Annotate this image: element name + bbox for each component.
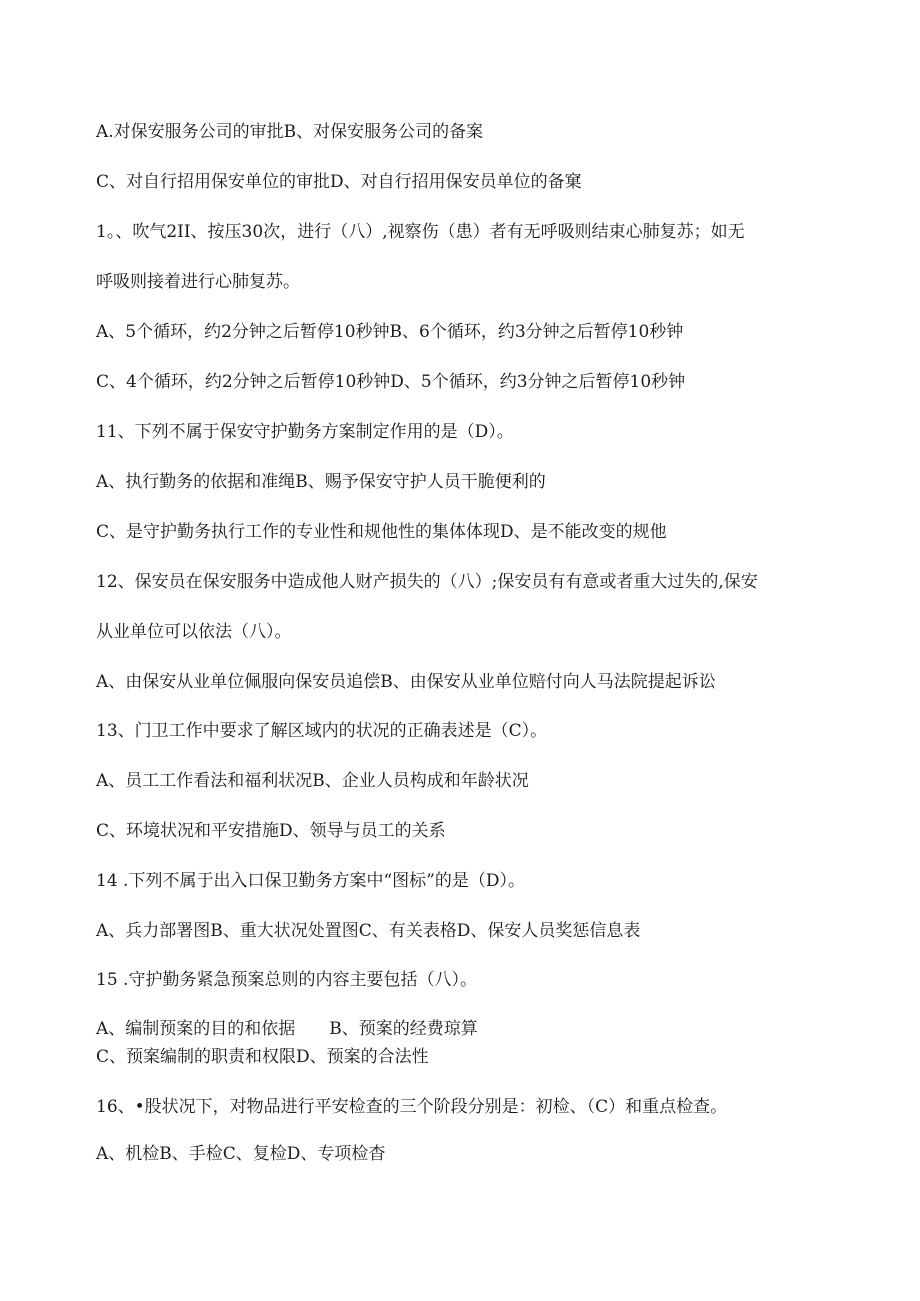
text-line-1: A.对保安服务公司的审批B、对保安服务公司的备案: [96, 122, 484, 142]
text-line-8: A、执行勤务的依据和准绳B、赐予保安守护人员干脆便利的: [96, 472, 546, 492]
text-line-6: C、4个循环，约2分钟之后暂停10秒钟D、5个循环，约3分钟之后暂停10秒钟: [96, 372, 686, 392]
text-line-19: A、编制预案的目的和依据 B、预案的经费琼算: [96, 1019, 478, 1039]
text-line-18: 15 .守护勤务紧急预案总则的内容主要包括（八）。: [96, 970, 477, 990]
text-line-2: C、对自行招用保安单位的审批D、对自行招用保安员单位的备窠: [96, 172, 582, 192]
text-line-7: 11、下列不属于保安守护勤务方案制定作用的是（D）。: [96, 422, 514, 442]
text-line-20: C、预案编制的职责和权限D、预案的合法性: [96, 1047, 429, 1067]
text-line-16: 14 .下列不属于出入口保卫勤务方案中“图标”的是（D）。: [96, 871, 525, 891]
text-line-13: 13、门卫工作中要求了解区域内的状况的正确表述是（C）。: [96, 721, 548, 741]
text-line-12: A、由保安从业单位佩服向保安员追偿B、由保安从业单位赔付向人马法院提起诉讼: [96, 672, 716, 692]
text-line-4: 呼吸则接着进行心肺复苏。: [96, 272, 300, 292]
text-line-15: C、环境状况和平安措施D、领导与员工的关系: [96, 821, 446, 841]
text-line-10: 12、保安员在保安服务中造成他人财产损失的（八）;保安员有有意或者重大过失的,保安: [96, 572, 758, 592]
text-line-22: A、机检B、手检C、复检D、专项检杳: [96, 1144, 386, 1164]
text-line-9: C、是守护勤务执行工作的专业性和规他性的集体体现D、是不能改变的规他: [96, 522, 667, 542]
text-line-14: A、员工工作看法和福利状况B、企业人员构成和年龄状况: [96, 771, 529, 791]
text-line-21: 16、•股状况下，对物品进行平安检查的三个阶段分别是：初检、（C）和重点检查。: [96, 1097, 728, 1117]
text-line-3: 1。、吹气2II、按压30次，进行（八）,视察伤（患）者有无呼吸则结束心肺复苏；如无: [96, 222, 745, 242]
text-line-5: A、5个循环，约2分钟之后暂停10秒钟B、6个循环，约3分钟之后暂停10秒钟: [96, 322, 684, 342]
text-line-17: A、兵力部署图B、重大状况处置图C、有关表格D、保安人员奖惩信息表: [96, 921, 641, 941]
text-line-11: 从业单位可以依法（八）。: [96, 622, 292, 642]
